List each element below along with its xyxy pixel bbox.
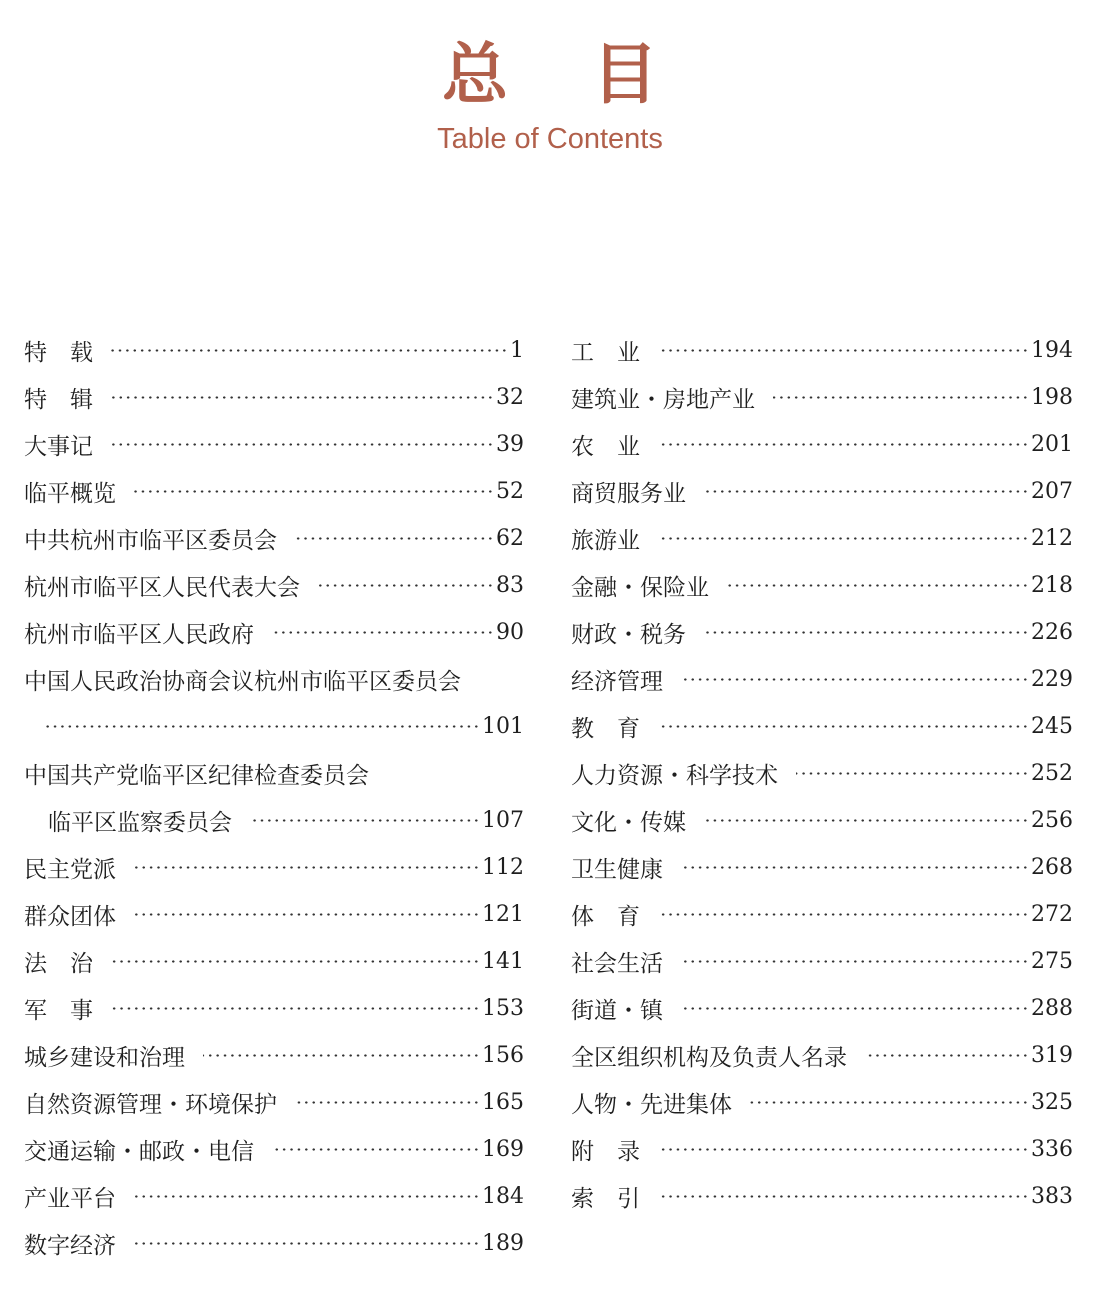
toc-entry-label: 人物・先进集体 [571, 1092, 732, 1118]
toc-entry-label: 数字经济 [24, 1233, 116, 1259]
dot-leader [295, 537, 494, 540]
toc-entry-page: 90 [496, 620, 524, 645]
toc-entry-label: 商贸服务业 [571, 481, 686, 507]
toc-entry-page: 336 [1031, 1137, 1073, 1162]
dot-leader [681, 1007, 1029, 1010]
toc-left-column [24, 327, 524, 1267]
toc-entry[interactable] [24, 1220, 524, 1267]
dot-leader [134, 1242, 480, 1245]
toc-entry[interactable] [24, 797, 524, 844]
toc-entry-label: 自然资源管理・环境保护 [24, 1092, 277, 1118]
toc-entry[interactable] [24, 1032, 524, 1079]
dot-leader [111, 349, 508, 352]
toc-entry[interactable] [571, 703, 1073, 750]
toc-entry-page: 256 [1031, 808, 1073, 833]
toc-entry-label: 人力资源・科学技术 [571, 763, 778, 789]
toc-entry-label: 全区组织机构及负责人名录 [571, 1045, 847, 1071]
toc-entry-page: 207 [1031, 479, 1073, 504]
dot-leader [44, 725, 480, 728]
toc-entry-label: 大事记 [24, 434, 93, 460]
dot-leader [111, 1007, 480, 1010]
toc-entry-page: 272 [1031, 902, 1073, 927]
toc-entry[interactable] [24, 421, 524, 468]
toc-entry[interactable] [24, 562, 524, 609]
toc-right-column [571, 327, 1073, 1220]
toc-entry-heading[interactable] [24, 750, 524, 797]
toc-entry-label: 文化・传媒 [571, 810, 686, 836]
toc-entry[interactable] [571, 844, 1073, 891]
toc-entry[interactable] [24, 1126, 524, 1173]
toc-entry[interactable] [571, 468, 1073, 515]
toc-entry-label: 交通运输・邮政・电信 [24, 1139, 254, 1165]
toc-entry-page: 101 [482, 714, 524, 739]
toc-entry-label: 建筑业・房地产业 [571, 387, 755, 413]
toc-entry[interactable] [571, 1032, 1073, 1079]
toc-entry[interactable] [24, 468, 524, 515]
dot-leader [658, 537, 1029, 540]
dot-leader [111, 396, 494, 399]
toc-entry[interactable] [571, 1126, 1073, 1173]
toc-entry-page: 62 [496, 526, 524, 551]
toc-entry-label: 法 治 [24, 951, 93, 977]
toc-entry-page: 169 [482, 1137, 524, 1162]
toc-entry-label: 临平概览 [24, 481, 116, 507]
toc-entry[interactable] [571, 891, 1073, 938]
toc-entry[interactable] [24, 1079, 524, 1126]
dot-leader [272, 1148, 480, 1151]
dot-leader [681, 678, 1029, 681]
toc-entry-label: 产业平台 [24, 1186, 116, 1212]
toc-entry-page: 83 [496, 573, 524, 598]
dot-leader [681, 960, 1029, 963]
toc-entry-label: 中国共产党临平区纪律检查委员会 [24, 763, 369, 789]
toc-entry[interactable] [571, 938, 1073, 985]
toc-entry[interactable] [24, 938, 524, 985]
toc-entry-page: 383 [1031, 1184, 1073, 1209]
toc-entry-label: 附 录 [571, 1139, 640, 1165]
dot-leader [865, 1054, 1029, 1057]
dot-leader [272, 631, 494, 634]
dot-leader [727, 584, 1029, 587]
toc-entry-label: 民主党派 [24, 857, 116, 883]
dot-leader [658, 443, 1029, 446]
dot-leader [681, 866, 1029, 869]
toc-entry[interactable] [24, 844, 524, 891]
toc-entry-page: 156 [482, 1043, 524, 1068]
toc-entry-page: 245 [1031, 714, 1073, 739]
toc-entry-label: 经济管理 [571, 669, 663, 695]
toc-entry[interactable] [571, 797, 1073, 844]
dot-leader [111, 443, 494, 446]
title-char-2: 目 [592, 35, 658, 113]
toc-entry-label: 特 辑 [24, 387, 93, 413]
toc-entry-label: 旅游业 [571, 528, 640, 554]
toc-entry-label: 中共杭州市临平区委员会 [24, 528, 277, 554]
toc-entry-page: 32 [496, 385, 524, 410]
toc-entry-page: 153 [482, 996, 524, 1021]
toc-entry-label: 杭州市临平区人民政府 [24, 622, 254, 648]
dot-leader [250, 819, 480, 822]
toc-entry-page: 288 [1031, 996, 1073, 1021]
toc-entry-label: 卫生健康 [571, 857, 663, 883]
toc-entry[interactable] [571, 985, 1073, 1032]
toc-entry-page: 212 [1031, 526, 1073, 551]
toc-entry-page: 275 [1031, 949, 1073, 974]
toc-entry-page: 198 [1031, 385, 1073, 410]
toc-entry[interactable] [24, 515, 524, 562]
dot-leader [704, 631, 1029, 634]
dot-leader [134, 490, 494, 493]
toc-entry[interactable] [571, 1079, 1073, 1126]
toc-entry-page: 218 [1031, 573, 1073, 598]
toc-entry-label: 临平区监察委员会 [48, 810, 232, 836]
toc-entry[interactable] [571, 421, 1073, 468]
toc-entry[interactable] [571, 562, 1073, 609]
toc-entry[interactable] [571, 327, 1073, 374]
toc-entry-page: 52 [496, 479, 524, 504]
toc-entry-label: 索 引 [571, 1186, 640, 1212]
toc-entry-label: 街道・镇 [571, 998, 663, 1024]
toc-entry-page: 325 [1031, 1090, 1073, 1115]
toc-entry-page: 229 [1031, 667, 1073, 692]
toc-entry[interactable] [24, 374, 524, 421]
toc-entry-page: 107 [482, 808, 524, 833]
dot-leader [134, 913, 480, 916]
toc-entry-page: 252 [1031, 761, 1073, 786]
dot-leader [773, 396, 1029, 399]
toc-entry-page: 121 [482, 902, 524, 927]
toc-entry-page: 268 [1031, 855, 1073, 880]
toc-entry[interactable] [571, 656, 1073, 703]
toc-entry-page: 39 [496, 432, 524, 457]
page-subtitle: Table of Contents [437, 123, 663, 155]
dot-leader [658, 913, 1029, 916]
toc-entry-label: 中国人民政治协商会议杭州市临平区委员会 [24, 669, 461, 695]
toc-entry-continuation[interactable] [24, 703, 524, 750]
toc-entry-page: 141 [482, 949, 524, 974]
toc-entry-page: 319 [1031, 1043, 1073, 1068]
dot-leader [704, 819, 1029, 822]
toc-entry[interactable] [571, 374, 1073, 421]
toc-entry-page: 226 [1031, 620, 1073, 645]
dot-leader [134, 1195, 480, 1198]
page-header [0, 36, 1100, 156]
toc-entry-page: 189 [482, 1231, 524, 1256]
toc-entry-label: 体 育 [571, 904, 640, 930]
dot-leader [658, 725, 1029, 728]
toc-entry-label: 杭州市临平区人民代表大会 [24, 575, 300, 601]
dot-leader [658, 1148, 1029, 1151]
toc-entry-page: 112 [482, 855, 524, 880]
toc-entry-label: 财政・税务 [571, 622, 686, 648]
toc-entry-label: 军 事 [24, 998, 93, 1024]
toc-entry-label: 金融・保险业 [571, 575, 709, 601]
dot-leader [134, 866, 480, 869]
toc-entry-label: 教 育 [571, 716, 640, 742]
toc-entry-label: 群众团体 [24, 904, 116, 930]
dot-leader [111, 960, 480, 963]
toc-entry-page: 194 [1031, 338, 1073, 363]
dot-leader [704, 490, 1029, 493]
toc-entry-page: 201 [1031, 432, 1073, 457]
dot-leader [658, 1195, 1029, 1198]
toc-entry-page: 184 [482, 1184, 524, 1209]
toc-entry[interactable] [24, 609, 524, 656]
toc-entry-label: 社会生活 [571, 951, 663, 977]
toc-entry[interactable] [24, 1173, 524, 1220]
toc-entry-page: 165 [482, 1090, 524, 1115]
toc-entry[interactable] [571, 609, 1073, 656]
toc-entry-heading[interactable] [24, 656, 524, 703]
toc-entry-label: 工 业 [571, 340, 640, 366]
toc-entry[interactable] [571, 750, 1073, 797]
toc-entry[interactable] [571, 1173, 1073, 1220]
dot-leader [203, 1054, 480, 1057]
toc-entry[interactable] [24, 327, 524, 374]
dot-leader [658, 349, 1029, 352]
page-title [0, 36, 1100, 112]
dot-leader [295, 1101, 480, 1104]
dot-leader [318, 584, 494, 587]
toc-entry-label: 城乡建设和治理 [24, 1045, 185, 1071]
toc-entry[interactable] [571, 515, 1073, 562]
dot-leader [796, 772, 1029, 775]
toc-entry[interactable] [24, 891, 524, 938]
toc-entry-label: 农 业 [571, 434, 640, 460]
toc-entry-label: 特 载 [24, 340, 93, 366]
dot-leader [750, 1101, 1029, 1104]
toc-entry-page: 1 [510, 338, 524, 363]
toc-entry[interactable] [24, 985, 524, 1032]
title-char-1: 总 [442, 35, 508, 113]
